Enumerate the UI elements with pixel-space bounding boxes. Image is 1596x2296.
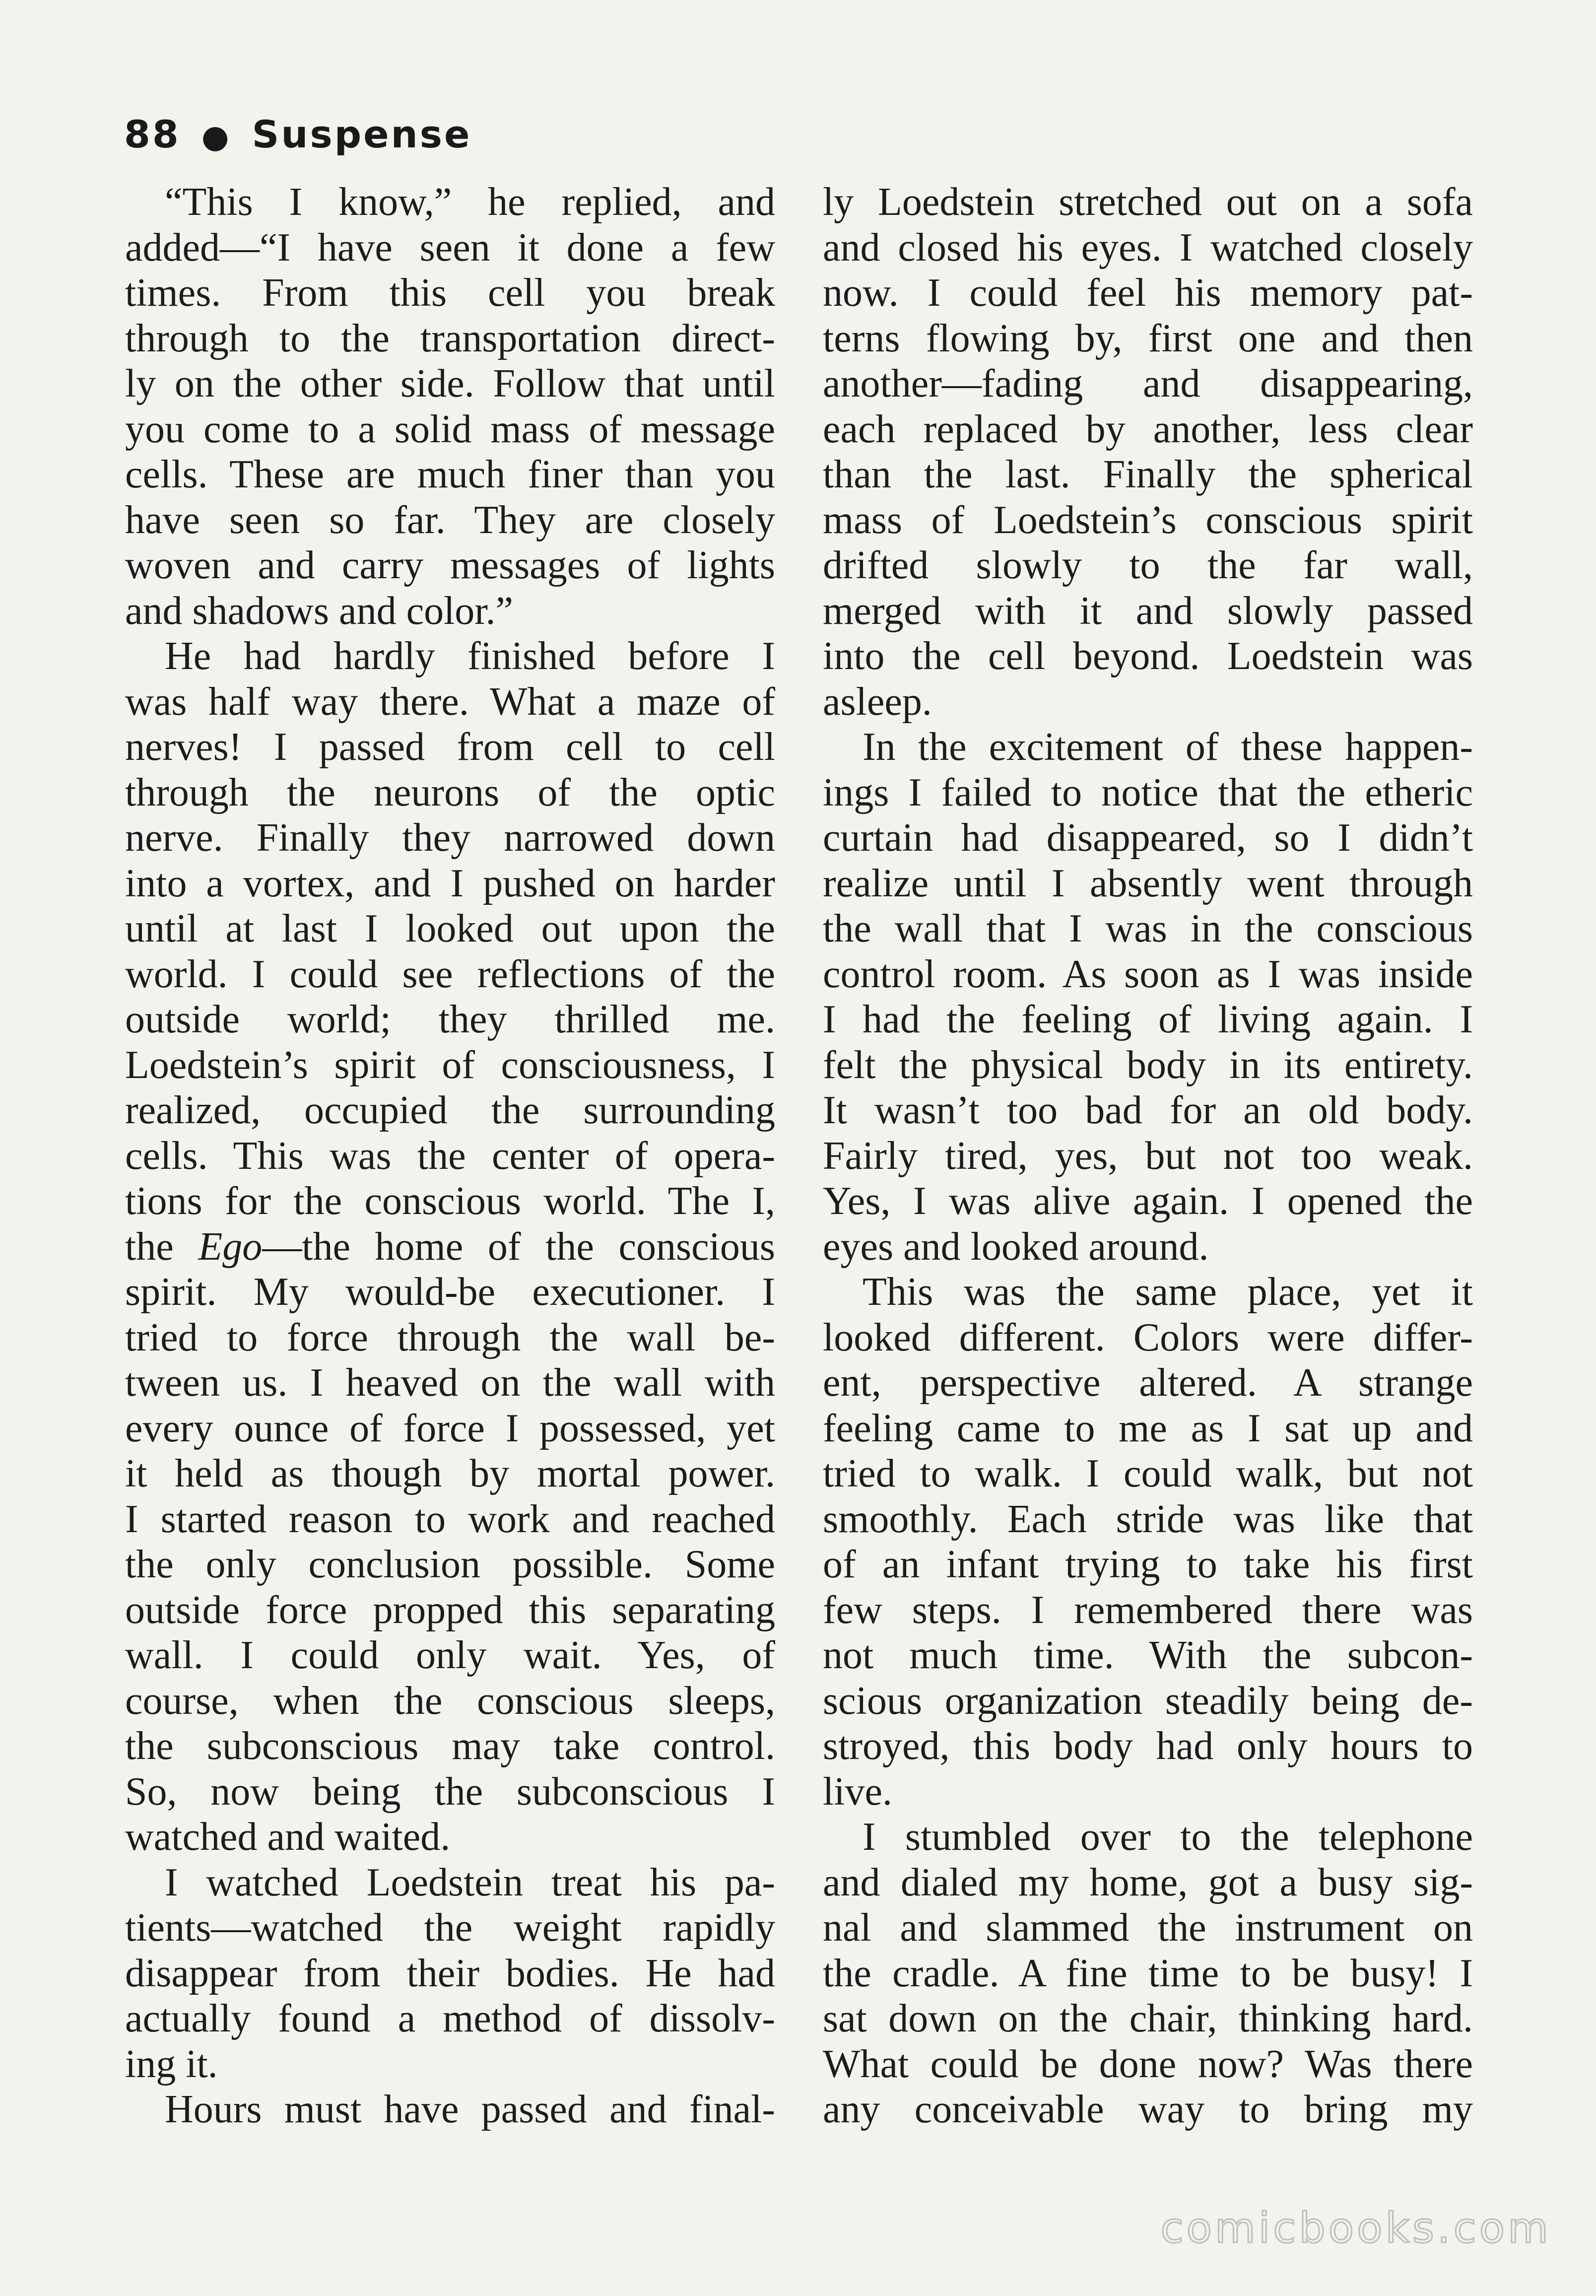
text-line: Hours must have passed and final- xyxy=(165,2088,775,2131)
text-line: another—fading and disappearing, xyxy=(823,362,1473,405)
text-line: ings I failed to notice that the etheric xyxy=(823,770,1473,814)
bullet-icon: ● xyxy=(201,119,231,155)
text-line: through the neurons of the optic xyxy=(125,770,775,814)
text-line: live. xyxy=(823,1769,892,1814)
text-line: drifted slowly to the far wall, xyxy=(823,543,1473,587)
text-line: asleep. xyxy=(823,679,932,724)
text-line: tried to force through the wall be- xyxy=(125,1315,775,1359)
text-line: the Ego—the home of the conscious xyxy=(125,1224,775,1269)
text-line: looked different. Colors were differ- xyxy=(823,1315,1473,1359)
text-line: into a vortex, and I pushed on harder xyxy=(125,861,775,905)
text-line: woven and carry messages of lights xyxy=(125,543,775,587)
text-line: merged with it and slowly passed xyxy=(823,589,1473,633)
text-line: tients—watched the weight rapidly xyxy=(125,1906,775,1950)
text-line: It wasn’t too bad for an old body. xyxy=(823,1088,1473,1132)
text-line: I stumbled over to the telephone xyxy=(863,1815,1473,1859)
watermark: comicbooks.com xyxy=(1160,2204,1551,2252)
text-line: added—“I have seen it done a few xyxy=(125,225,775,270)
text-line: So, now being the subconscious I xyxy=(125,1769,775,1814)
text-line: cells. This was the center of opera- xyxy=(125,1134,775,1178)
text-line: now. I could feel his memory pat- xyxy=(823,271,1473,315)
text-line: than the last. Finally the spherical xyxy=(823,453,1473,496)
text-line: tried to walk. I could walk, but not xyxy=(823,1452,1473,1495)
text-line: ly on the other side. Follow that until xyxy=(125,362,775,405)
text-line: felt the physical body in its entirety. xyxy=(823,1043,1473,1087)
text-line: Loedstein’s spirit of consciousness, I xyxy=(125,1043,775,1087)
text-line: realize until I absently went through xyxy=(823,861,1473,905)
text-line: wall. I could only wait. Yes, of xyxy=(125,1633,775,1677)
text-line: outside world; they thrilled me. xyxy=(125,998,775,1041)
text-line: the cradle. A fine time to be busy! I xyxy=(823,1951,1473,1995)
text-line: not much time. With the subcon- xyxy=(823,1633,1473,1677)
text-line: into the cell beyond. Loedstein was xyxy=(823,634,1473,678)
text-line: have seen so far. They are closely xyxy=(125,498,775,542)
text-line: Fairly tired, yes, but not too weak. xyxy=(823,1134,1473,1178)
text-line: each replaced by another, less clear xyxy=(823,407,1473,451)
text-line: I started reason to work and reached xyxy=(125,1497,775,1541)
text-line: control room. As soon as I was inside xyxy=(823,952,1473,996)
text-line: mass of Loedstein’s conscious spirit xyxy=(823,498,1473,542)
text-line: Yes, I was alive again. I opened the xyxy=(823,1179,1473,1223)
text-line: until at last I looked out upon the xyxy=(125,907,775,950)
text-line: curtain had disappeared, so I didn’t xyxy=(823,816,1473,860)
text-line: outside force propped this separating xyxy=(125,1588,775,1632)
text-line: disappear from their bodies. He had xyxy=(125,1951,775,1995)
text-line: feeling came to me as I sat up and xyxy=(823,1406,1473,1450)
text-line: I watched Loedstein treat his pa- xyxy=(165,1860,775,1904)
text-line: ing it. xyxy=(125,2042,218,2086)
text-line: any conceivable way to bring my xyxy=(823,2088,1473,2131)
text-line: was half way there. What a maze of xyxy=(125,679,775,724)
text-line: ly Loedstein stretched out on a sofa xyxy=(823,180,1473,224)
text-line: stroyed, this body had only hours to xyxy=(823,1724,1473,1768)
text-line: smoothly. Each stride was like that xyxy=(823,1497,1473,1541)
text-line: cells. These are much finer than you xyxy=(125,453,775,496)
text-line: terns flowing by, first one and then xyxy=(823,316,1473,360)
text-line: sat down on the chair, thinking hard. xyxy=(823,1997,1473,2040)
text-line: nal and slammed the instrument on xyxy=(823,1906,1473,1950)
text-line: of an infant trying to take his first xyxy=(823,1543,1473,1586)
text-line: the subconscious may take control. xyxy=(125,1724,775,1768)
text-line: “This I know,” he replied, and xyxy=(165,180,775,224)
left-text-column xyxy=(125,180,775,2133)
text-line: What could be done now? Was there xyxy=(823,2042,1473,2086)
text-line: the wall that I was in the conscious xyxy=(823,907,1473,950)
text-line: He had hardly finished before I xyxy=(165,634,775,678)
text-line: course, when the conscious sleeps, xyxy=(125,1679,775,1723)
text-line: times. From this cell you break xyxy=(125,271,775,315)
text-line: This was the same place, yet it xyxy=(863,1270,1473,1314)
text-line: nerve. Finally they narrowed down xyxy=(125,816,775,860)
text-line: tween us. I heaved on the wall with xyxy=(125,1361,775,1405)
text-line: and shadows and color.” xyxy=(125,589,514,633)
text-line: scious organization steadily being de- xyxy=(823,1679,1473,1723)
text-line: eyes and looked around. xyxy=(823,1224,1209,1269)
text-line: every ounce of force I possessed, yet xyxy=(125,1406,775,1450)
text-line: watched and waited. xyxy=(125,1815,451,1859)
text-line: and closed his eyes. I watched closely xyxy=(823,225,1473,270)
text-line: nerves! I passed from cell to cell xyxy=(125,725,775,769)
text-line: ent, perspective altered. A strange xyxy=(823,1361,1473,1405)
magazine-title: Suspense xyxy=(252,112,472,156)
text-line: actually found a method of dissolv- xyxy=(125,1997,775,2040)
text-line: realized, occupied the surrounding xyxy=(125,1088,775,1132)
right-text-column xyxy=(823,180,1473,2133)
text-line: you come to a solid mass of message xyxy=(125,407,775,451)
text-line: and dialed my home, got a busy sig- xyxy=(823,1860,1473,1904)
text-line: spirit. My would-be executioner. I xyxy=(125,1270,775,1314)
text-line: it held as though by mortal power. xyxy=(125,1452,775,1495)
text-line: world. I could see reflections of the xyxy=(125,952,775,996)
text-line: through to the transportation direct- xyxy=(125,316,775,360)
page-header xyxy=(124,112,472,156)
page-number: 88 xyxy=(124,112,181,156)
text-line: In the excitement of these happen- xyxy=(863,725,1473,769)
text-line: the only conclusion possible. Some xyxy=(125,1543,775,1586)
text-line: few steps. I remembered there was xyxy=(823,1588,1473,1632)
text-line: tions for the conscious world. The I, xyxy=(125,1179,775,1223)
text-line: I had the feeling of living again. I xyxy=(823,998,1473,1041)
